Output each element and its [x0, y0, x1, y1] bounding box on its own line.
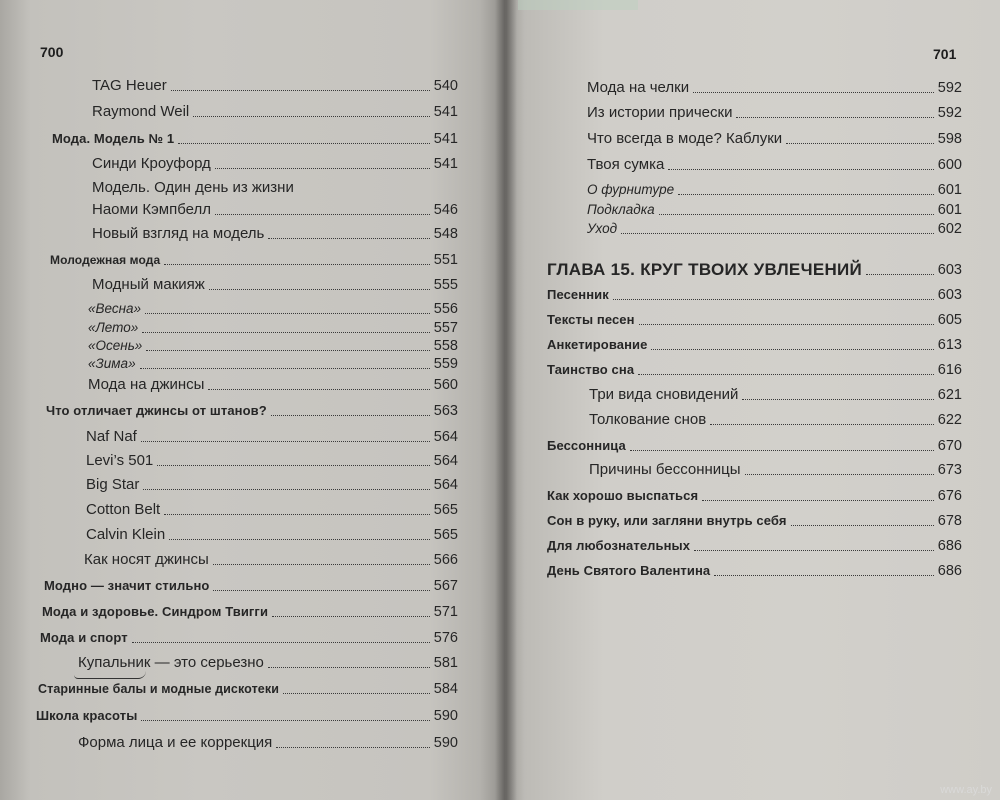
toc-entry: Naf Naf 564: [86, 428, 458, 445]
toc-entry: Что отличает джинсы от штанов? 563: [46, 403, 458, 419]
toc-entry: Big Star 564: [86, 476, 458, 493]
toc-entry: Бессонница 670: [547, 438, 962, 454]
toc-entry: Calvin Klein 565: [86, 526, 458, 543]
toc-entry: Три вида сновидений 621: [589, 386, 962, 403]
toc-entry: Raymond Weil 541: [92, 103, 458, 120]
toc-entry: Мода и здоровье. Синдром Твигги 571: [42, 604, 458, 620]
toc-entry: Как хорошо выспаться 676: [547, 488, 962, 504]
toc-entry: Анкетирование 613: [547, 337, 962, 353]
toc-entry: Уход 602: [587, 221, 962, 237]
page-number: 701: [933, 46, 957, 62]
toc-entry: Сон в руку, или загляни внутрь себя 678: [547, 513, 962, 529]
toc-entry: Новый взгляд на модель 548: [92, 225, 458, 242]
toc-entry: Форма лица и ее коррекция 590: [78, 734, 458, 751]
toc-entry: Мода. Модель № 1 541: [52, 131, 458, 147]
toc-chapter-heading: ГЛАВА 15. КРУГ ТВОИХ УВЛЕЧЕНИЙ 603: [547, 260, 962, 279]
toc-entry: Тексты песен 605: [547, 312, 962, 328]
toc-entry: Синди Кроуфорд 541: [92, 155, 458, 172]
toc-entry: Что всегда в моде? Каблуки 598: [587, 130, 962, 147]
toc-entry: Молодежная мода 551: [50, 252, 458, 268]
toc-entry: Из истории прически 592: [587, 104, 962, 121]
table-of-contents-right: [505, 0, 1000, 800]
book-spine-gutter: [495, 0, 517, 800]
toc-entry-line1: Модель. Один день из жизни: [92, 179, 294, 196]
toc-entry: TAG Heuer 540: [92, 77, 458, 94]
toc-entry: Модно — значит стильно 567: [44, 578, 458, 594]
toc-entry: Как носят джинсы 566: [84, 551, 458, 568]
toc-entry: Толкование снов 622: [589, 411, 962, 428]
toc-entry: Мода на челки 592: [587, 79, 962, 96]
toc-entry: День Святого Валентина 686: [547, 563, 962, 579]
toc-entry: Старинные балы и модные дискотеки 584: [38, 681, 458, 697]
toc-entry: «Лето» 557: [88, 320, 458, 336]
toc-entry: Школа красоты 590: [36, 708, 458, 724]
toc-entry: Твоя сумка 600: [587, 156, 962, 173]
toc-entry: «Зима» 559: [88, 356, 458, 372]
toc-entry: Подкладка 601: [587, 202, 962, 218]
pen-underline-mark: [74, 671, 146, 679]
toc-entry: «Осень» 558: [88, 338, 458, 354]
toc-entry: О фурнитуре 601: [587, 182, 962, 198]
toc-entry: «Весна» 556: [88, 301, 458, 317]
toc-entry: Песенник 603: [547, 287, 962, 303]
page-number: 700: [40, 44, 64, 60]
toc-entry: Cotton Belt 565: [86, 501, 458, 518]
toc-entry: Таинство сна 616: [547, 362, 962, 378]
toc-entry: Мода на джинсы 560: [88, 376, 458, 393]
watermark: www.ay.by: [940, 784, 992, 796]
toc-entry: Наоми Кэмпбелл 546: [92, 201, 458, 218]
toc-entry: Причины бессонницы 673: [589, 461, 962, 478]
right-page: [505, 0, 1000, 800]
toc-entry: Мода и спорт 576: [40, 630, 458, 646]
toc-entry: Купальник — это серьезно 581: [78, 654, 458, 671]
toc-entry: Levi’s 501 564: [86, 452, 458, 469]
toc-entry: Для любознательных 686: [547, 538, 962, 554]
toc-entry: Модный макияж 555: [92, 276, 458, 293]
